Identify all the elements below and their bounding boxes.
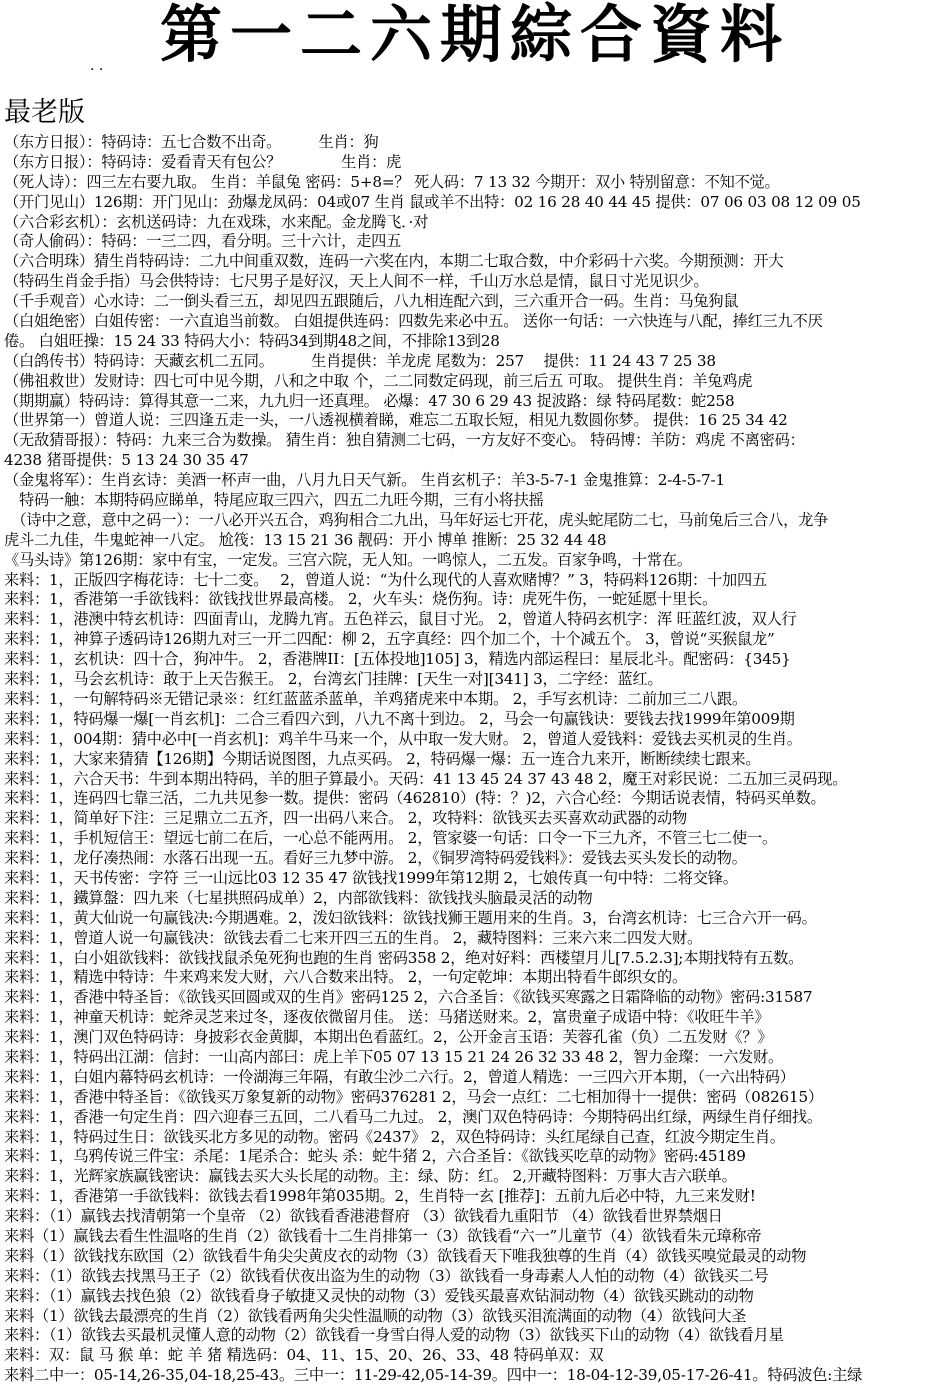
text-line: 来料：1，白小姐欲钱料：欲钱找鼠杀兔死狗也跑的生肖 密码358 2，绝对好料：西楼望月儿[7.5.2.3];本期找特有五数。 (4, 948, 804, 967)
text-line: 来料：1，天书传密：字符 三一山远比03 12 35 47 欲钱找1999年第12期 2，七娘传真一句中特：二将交锋。 (4, 868, 738, 887)
text-line: 来料：1，手机短信王：望远七前二在后，一心总不能两用。 2，管家婆一句话：口令一下三九齐，不管三七二使一。 (4, 829, 777, 848)
text-line: （世界第一）曾道人说：三四逢五走一头，一八透视横着睇，难忘二五取长短，相见九数圆你梦。 提供：16 25 34 42 (4, 411, 788, 430)
text-line: 来料二中一：05-14,26-35,04-18,25-43。三中一：11-29-42,05-14-39。四中一：18-04-12-39,05-17-26-41。特码波色:主绿 (4, 1366, 863, 1385)
text-line: 来料：1，特码过生日：欲钱买北方多见的动物。密码《2437》 2，双色特码诗：头红尾绿自己查，红波今期定生肖。 (4, 1127, 785, 1146)
text-line: 来料：1，曾道人说一句赢钱决：欲钱去看二七来开四三五的生肖。 2，藏特图料：三来六来二四发大财。 (4, 928, 702, 947)
text-line: 《马头诗》第126期：家中有宝，一定发。三宫六院，无人知。一鸣惊人，二五发。百家争鸣，十常在。 (4, 550, 692, 569)
text-line: 来料：1，精选中特诗：牛来鸡来发大财，六八合数来出特。 2，一句定乾坤：本期出特看牛郎织女的。 (4, 968, 688, 987)
text-line: 特码一触：本期特码应睇单，特尾应取三四六，四五二九旺今期，三有小将扶摇 (4, 491, 544, 510)
text-line: 来料：1，白姐内幕特码玄机诗：一伶湖海三年隔，有敢尘沙二六行。2，曾道人精选：一三四六开本期，（一六出特码） (4, 1067, 795, 1086)
text-line: （佛祖救世）发财诗：四七可中见今期，八和之中取 个，二二同数定码现，前三后五 可取。 提供生肖：羊兔鸡虎 (4, 371, 753, 390)
text-line: （特码生肖金手指）马会供特诗：七尺男子是好汉，天上人间不一样，千山万水总是情，鼠日寸光见识少。 (4, 272, 709, 291)
document-body (4, 133, 948, 1385)
text-line: 来料：1，004期：猜中必中[一肖玄机]：鸡羊牛马来一个，从中取一发大财。 2，曾道人爱钱料：爱钱去买机灵的生肖。 (4, 729, 802, 748)
text-line: 来料：1，鐵算盤：四九来（七星拱照码成单）2，内部欲钱料：欲钱找头脑最灵活的动物 (4, 888, 593, 907)
text-line: 来料：1，澳门双色特码诗：身披彩衣金黄脚，本期出色看蓝红。2，公开金言玉语：芙蓉孔雀（负）二五发财《？》 (4, 1028, 773, 1047)
text-line: 来料：1，香港中特圣旨：《欲钱买回圆或双的生肖》密码125 2，六合圣旨：《欲钱买寒露之日霜降临的动物》密码:31587 (4, 988, 813, 1007)
text-line: （奇人偷码）：特码：一三二四，看分明。三十六计，走四五 (4, 232, 402, 251)
text-line: 虎斗二九佳，牛鬼蛇神一八定。 尬筏：13 15 21 36 靓码：开小 博单 推断：25 32 44 48 (4, 530, 607, 549)
text-line: 来料：1，特码出江湖：信封：一山高内部曰：虎上羊下05 07 13 15 21 24 26 32 33 48 2，智力金璨：一六发财。 (4, 1047, 784, 1066)
text-line: （无敌猜哥报）：特码：九来三合为数操。 猜生肖：独自猜测二七码，一方友好不变心。 特码博：羊防：鸡虎 不离密码： (4, 431, 805, 450)
decorative-dots: · · (90, 62, 104, 78)
text-line: 来料：1，连码四七靠三活，二九共见参一数。提供：密码（462810）(特：？)2，六合心经：今期话说表情，特码买单数。 (4, 789, 826, 808)
text-line: 来料：1，港澳中特玄机诗：四面青山，龙腾九宵。五色祥云，鼠目寸光。 2，曾道人特码玄机字：浑 旺蓝红波，双人行 (4, 610, 797, 629)
text-line: （白姐绝密）白姐传密：一六直追当前数。 白姐提供连码：四数先来必中五。 送你一句话：一六快连与八配，捧红三九不厌 (4, 312, 823, 331)
text-line: 来料：1，乌鸦传说三件宝：杀尾：1尾杀合：蛇头 杀：蛇牛猪 2，六合圣旨：《欲钱买吃草的动物》密码:45189 (4, 1147, 746, 1166)
text-line: 来料：1，玄机诀：四十合，狗冲牛。 2，香港牌II：[五体投地]105] 3，精选内部运程曰：星辰北斗。配密码：{345} (4, 650, 791, 669)
text-line: 来料：1，神童天机诗：蛇斧灵芝来过冬，逐夜依微留月佳。 送：马猪送财来。2，富贵童子成语中特：《收旺牛羊》 (4, 1008, 770, 1027)
text-line: 来料：1，正版四字梅花诗：七十二变。 2，曾道人说：“为什么现代的人喜欢赌博？” 3，特码料126期：十加四五 (4, 570, 767, 589)
text-line: 来料：1，神算子透码诗126期九对三一开二四配：柳 2，五字真经：四个加二个，十个减五个。 3，曾说“买猴鼠龙” (4, 630, 775, 649)
text-line: （六合明珠）猜生肖特码诗：二九中间重双数，连码一六奖在内，本期二七取合数，中介彩码十六奖。今期预测：开大 (4, 252, 784, 271)
text-line: 4238 猪哥提供：5 13 24 30 35 47 (4, 451, 249, 470)
text-line: 来料：1，马会玄机诗：敢于上天告猴王。 2，台湾玄门挂牌：[天生一对][341] 3，二字经：蓝红。 (4, 670, 663, 689)
text-line: 来料：（1）赢钱去找清朝第一个皇帝 （2）欲钱看香港港督府 （3）欲钱看九重阳节 （4）欲钱看世界禁烟日 (4, 1207, 723, 1226)
text-line: （东方日报）：特码诗：爱看青天有包公？ 生肖：虎 (4, 152, 402, 171)
text-line: （期期赢）特码诗：算得其意一二来，九九归一还真理。 必爆：47 30 6 29 43 捉波路：绿 特码尾数：蛇258 (4, 391, 735, 410)
text-line: 来料：（1）赢钱去找色狼（2）欲钱看身子敏捷又灵快的动物（3）爱钱买最喜欢钻洞动物（4）欲钱买跳动的动物 (4, 1286, 754, 1305)
text-line: 来料：（1）欲钱去买最机灵懂人意的动物（2）欲钱看一身雪白得人爱的动物（3）欲钱买下山的动物（4）欲钱看月星 (4, 1326, 784, 1345)
text-line: （白鸽传书）特码诗：天藏玄机二五同。 生肖提供：羊龙虎 尾数为：257 提供：11 24 43 7 25 38 (4, 351, 716, 370)
text-line: 来料（1）欲钱去最漂亮的生肖（2）欲钱看两角尖尖性温顺的动物（3）欲钱买泪流满面的动物（4）欲钱问大圣 (4, 1306, 747, 1325)
text-line: 来料（1）赢钱去看生性温咯的生肖（2）欲钱看十二生肖排第一（3）欲钱看“六一”儿童节（4）欲钱看朱元璋称帝 (4, 1226, 762, 1245)
text-line: 来料：1，香港第一手欲钱料：欲钱去看1998年第035期。2，生肖特一玄 [推荐]：五前九后必中特，九三来发财! (4, 1187, 756, 1206)
text-line: （千手观音）心水诗：二一倒头看三五，却见四五跟随后，八九相连配六到，三六重开合一码。生肖：马兔狗鼠 (4, 292, 739, 311)
text-line: 倦。 白姐旺操：15 24 33 特码大小：特码34到期48之间，不排除13到28 (4, 331, 500, 350)
text-line: 来料：双：鼠 马 猴 单：蛇 羊 猪 精选码：04、11、15、20、26、33、48 特码单双：双 (4, 1346, 604, 1365)
edition-label: 最老版 (4, 97, 85, 128)
text-line: 来料（1）欲钱找东欧国（2）欲钱看牛角尖尖黄皮衣的动物（3）欲钱看天下唯我独尊的生肖（4）欲钱买嗅觉最灵的动物 (4, 1246, 807, 1265)
text-line: 来料：1，大家来猜猜【126期】今期话说图图，九点买码。 2，特码爆一爆：五一连合九来开，断断续续七跟来。 (4, 749, 761, 768)
text-line: 来料：1，香港一句定生肖：四六迎春三五回，二八看马二九过。 2，澳门双色特码诗：今期特码出红绿，两绿生肖仔细找。 (4, 1107, 822, 1126)
text-line: （六合彩玄机）：玄机送码诗：九在戏珠，水来配。金龙腾飞．·对 (4, 212, 429, 231)
text-line: （死人诗）：四三左右要九取。 生肖：羊鼠兔 密码：5+8=？ 死人码：7 13 32 今期开：双小 特别留意：不知不觉。 (4, 172, 780, 191)
text-line: （开门见山）126期：开门见山：劲爆龙凤码：04或07 生肖 鼠或羊不出特：02 16 28 40 44 45 提供：07 06 03 08 12 09 05 (4, 192, 861, 211)
text-line: 来料：1，香港中特圣旨：《欲钱买万象复新的动物》密码376281 2，马会一点红：二七相加得十一提供：密码（082615） (4, 1087, 823, 1106)
text-line: 来料：1，六合天书：牛到本期出特码，羊的胆子算最小。天码：41 13 45 24 37 43 48 2，魔王对彩民说：二五加三灵码现。 (4, 769, 848, 788)
text-line: 来料：1，特码爆一爆[一肖玄机]：二合三看四六到，八九不离十到边。 2，马会一句赢钱诀：要钱去找1999年第009期 (4, 709, 795, 728)
text-line: 来料：1，龙仔凑热闹：水落石出现一五。看好三九梦中游。 2，《铜罗湾特码爱钱料》：爱钱去买头发长的动物。 (4, 849, 747, 868)
text-line: 来料：（1）欲钱去找黑马王子（2）欲钱看伏夜出盗为生的动物（3）欲钱看一身毒素人人怕的动物（4）欲钱买二号 (4, 1266, 769, 1285)
text-line: 来料：1，一句解特码※无错记录※：红红蓝蓝杀蓝单，羊鸡猪虎来中本期。 2，手写玄机诗：二前加三二八跟。 (4, 689, 747, 708)
text-line: 来料：1，简单好下注：三足鼎立二五齐，四一出码八来合。 2，攻特料：欲钱买去买喜欢动武器的动物 (4, 809, 688, 828)
page-title: 第一二六期綜合資料 (159, 0, 790, 70)
text-line: 来料：1，黄大仙说一句赢钱决:今期遇难。2，泼妇欲钱料：欲钱找狮王题用来的生肖。3，台湾玄机诗：七三合六开一码。 (4, 908, 817, 927)
text-line: （东方日报）：特码诗：五七合数不出奇。 生肖：狗 (4, 133, 379, 151)
text-line: （诗中之意，意中之码一）：一八必开兴五合，鸡狗相合二九出，马年好运七开花，虎头蛇尾防二七，马前兔后三合八，龙争 (4, 510, 829, 529)
text-line: 来料：1，光辉家族赢钱密诀：赢钱去买大头长尾的动物。主：绿、防：红。 2,开藏特图料：万事大吉六联单。 (4, 1167, 737, 1186)
text-line: （金鬼将军）：生肖玄诗：美酒一杯声一曲，八月九日天气新。 生肖玄机子：羊3-5-7-1 金鬼推算：2-4-5-7-1 (4, 471, 725, 490)
text-line: 来料：1，香港第一手欲钱料：欲钱找世界最高楼。 2，火车头：烧伤狗。诗：虎死牛伤，一蛇延愿十里长。 (4, 590, 717, 609)
